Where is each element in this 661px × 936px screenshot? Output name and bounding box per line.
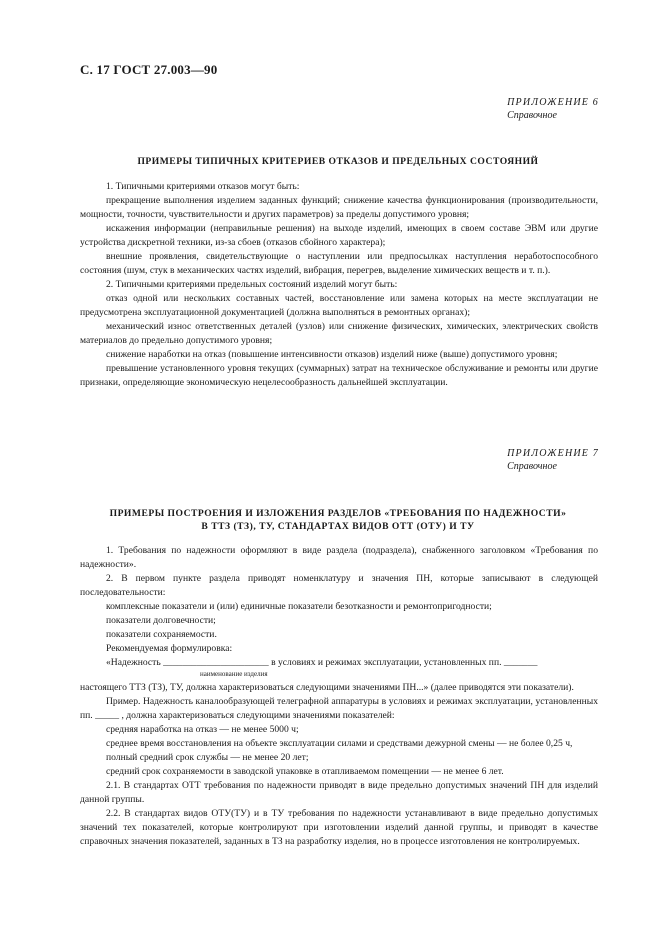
paragraph: 2.2. В стандартах видов ОТУ(ТУ) и в ТУ требования по надежности устанавливают в виде предельно допустимых значений тех показателей, которые контролируют при изготовлении изделий данной группы, и приводят в качестве справочных значения показателей, заданных в ТЗ на разработку изделия, но в процессе изготовления не контролируемых.	[80, 808, 598, 847]
appendix-6-label: ПРИЛОЖЕНИЕ 6	[507, 97, 599, 108]
paragraph: 1. Требования по надежности оформляют в виде раздела (подраздела), снабженного заголовком «Требования по надежности».	[80, 545, 598, 570]
appendix-7-title-line-1: ПРИМЕРЫ ПОСТРОЕНИЯ И ИЗЛОЖЕНИЯ РАЗДЕЛОВ «ТРЕБОВАНИЯ ПО НАДЕЖНОСТИ»	[109, 508, 567, 519]
paragraph: искажения информации (неправильные решения) на выходе изделий, имеющих в своем составе ЭВМ или другие устройства дискретной техники, из-за сбоев (отказов сбойного характера);	[80, 223, 598, 248]
paragraph: Рекомендуемая формулировка:	[106, 643, 233, 654]
formulation-underscript	[80, 670, 598, 681]
paragraph: среднее время восстановления на объекте эксплуатации силами и средствами дежурной смены — не более 0,25 ч,	[106, 738, 573, 749]
formulation-line: «Надежность ______________________ в условиях и режимах эксплуатации, установленных пп. _______	[106, 657, 538, 668]
appendix-6-title: ПРИМЕРЫ ТИПИЧНЫХ КРИТЕРИЕВ ОТКАЗОВ И ПРЕДЕЛЬНЫХ СОСТОЯНИЙ	[137, 156, 539, 167]
underscript-text: наименование изделия	[200, 670, 268, 678]
paragraph: внешние проявления, свидетельствующие о наступлении или предпосылках наступления неработоспособного состояния (шум, стук в механических частях изделий, вибрация, перегрев, выделение химических веществ и т. п.).	[80, 251, 598, 276]
appendix-6-label-block	[507, 96, 599, 122]
appendix-7-label: ПРИЛОЖЕНИЕ 7	[507, 448, 599, 459]
paragraph: средняя наработка на отказ — не менее 5000 ч;	[106, 724, 299, 735]
paragraph: Пример. Надежность каналообразующей телеграфной аппаратуры в условиях и режимах эксплуатации, установленных пп. _____ , должна характеризоваться следующими значениями показателей:	[80, 696, 598, 721]
appendix-7-title	[80, 507, 596, 533]
page-header: С. 17 ГОСТ 27.003—90	[80, 62, 218, 77]
paragraph: полный средний срок службы — не менее 20 лет;	[106, 752, 309, 763]
paragraph: средний срок сохраняемости в заводской упаковке в отапливаемом помещении — не менее 6 лет.	[106, 766, 504, 777]
paragraph: показатели долговечности;	[106, 615, 216, 626]
paragraph: отказ одной или нескольких составных частей, восстановление или замена которых на месте эксплуатации не предусмотрена эксплуатационной документацией (должна выполняться в ремонтных органах);	[80, 293, 598, 318]
paragraph: 2. Типичными критериями предельных состояний изделий могут быть:	[106, 279, 398, 290]
appendix-7-type: Справочное	[507, 461, 557, 472]
paragraph: снижение наработки на отказ (повышение интенсивности отказов) изделий ниже (выше) допустимого уровня;	[106, 349, 558, 360]
paragraph: 1. Типичными критериями отказов могут быть:	[106, 181, 300, 192]
paragraph: превышение установленного уровня текущих (суммарных) затрат на техническое обслуживание и ремонты или другие признаки, определяющие экономическую нецелесообразность дальнейшей эксплуатации.	[80, 363, 598, 388]
paragraph: настоящего ТТЗ (ТЗ), ТУ, должна характеризоваться следующими значениями ПН...» (далее приводятся эти показатели).	[80, 682, 574, 693]
paragraph: прекращение выполнения изделием заданных функций; снижение качества функционирования (производительности, мощности, точности, чувствительности и других параметров) за пределы допустимого уровня;	[80, 195, 598, 220]
appendix-7-title-line-2: В ТТЗ (ТЗ), ТУ, СТАНДАРТАХ ВИДОВ ОТТ (ОТУ) И ТУ	[201, 521, 475, 532]
appendix-6-type: Справочное	[507, 110, 557, 121]
paragraph: 2.1. В стандартах ОТТ требования по надежности приводят в виде предельно допустимых значений ПН для изделий данной группы.	[80, 780, 598, 805]
paragraph: показатели сохраняемости.	[106, 629, 217, 640]
paragraph: комплексные показатели и (или) единичные показатели безотказности и ремонтопригодности;	[106, 601, 492, 612]
appendix-7-label-block	[507, 447, 599, 473]
paragraph: 2. В первом пункте раздела приводят номенклатуру и значения ПН, которые записывают в следующей последовательности:	[80, 573, 598, 598]
paragraph: механический износ ответственных деталей (узлов) или снижение физических, химических, электрических свойств материалов до предельно допустимого уровня;	[80, 321, 598, 346]
appendix-6-body	[80, 180, 598, 390]
appendix-7-body	[80, 544, 598, 849]
